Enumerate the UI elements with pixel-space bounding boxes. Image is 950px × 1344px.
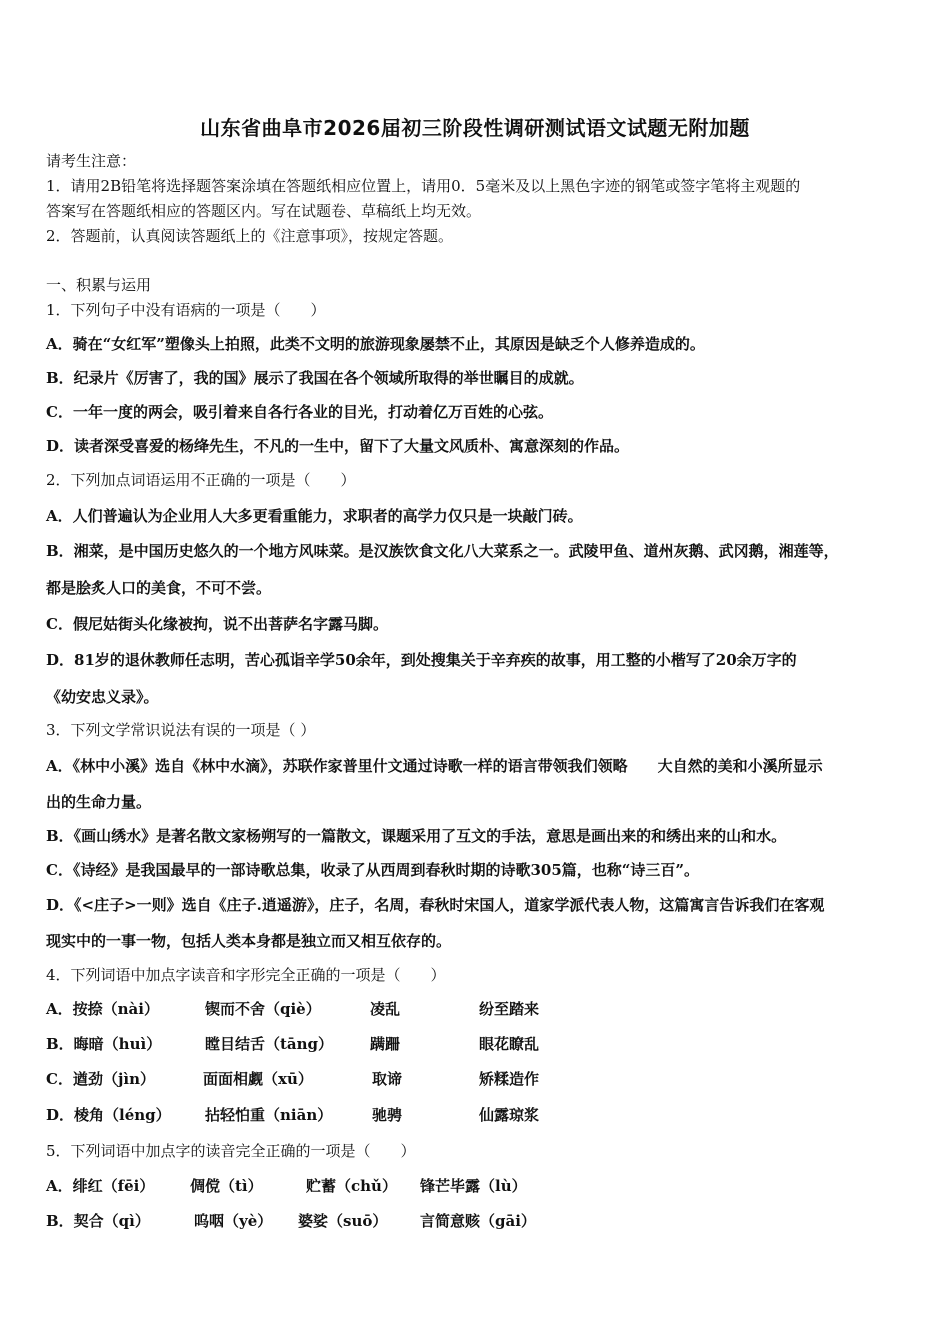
q3-option-a-line2: 出的生命力量。 [46,793,152,811]
notice-line-2: 答案写在答题纸相应的答题区内。写在试题卷、草稿纸上均无效。 [46,202,482,220]
q5-option-a-col2: 倜傥（tì） [190,1177,263,1195]
q4-option-a-col2: 锲而不舍（qiè） [205,1000,321,1018]
q4-option-c-col4: 矫糅造作 [479,1070,540,1088]
notice-heading: 请考生注意： [46,152,137,170]
q4-option-b-col2: 瞠目结舌（tāng） [205,1035,334,1053]
q1-option-a: A．骑在“女红军”塑像头上拍照，此类不文明的旅游现象屡禁不止，其原因是缺乏个人修养造成的。 [46,335,705,353]
q2-option-d-line2: 《幼安忠义录》。 [46,688,159,706]
q2-option-b-line2: 都是脍炙人口的美食，不可不尝。 [46,579,272,597]
q4-option-d-col2: 拈轻怕重（niān） [205,1106,333,1124]
q4-option-b-col3: 蹒跚 [370,1035,401,1053]
page-title: 山东省曲阜市2026届初三阶段性调研测试语文试题无附加题 [200,116,750,140]
q5-option-a-col3: 贮蓄（chǔ） [306,1177,397,1195]
q5-option-a-col4: 锋芒毕露（lù） [420,1177,527,1195]
q5-option-b-col2: 呜咽（yè） [194,1212,273,1230]
q3-stem: 3．下列文学常识说法有误的一项是（ ） [46,721,316,739]
q4-option-c-col2: 面面相觑（xū） [203,1070,313,1088]
q4-option-b-col1: B．晦暗（huì） [46,1035,162,1053]
q2-option-b-line1: B．湘菜，是中国历史悠久的一个地方风味菜。是汉族饮食文化八大菜系之一。武陵甲鱼、道州灰鹅、武冈鹅，湘莲等， [46,542,839,560]
notice-line-3: 2．答题前，认真阅读答题纸上的《注意事项》，按规定答题。 [46,227,454,245]
q2-option-a: A．人们普遍认为企业用人大多更看重能力，求职者的高学力仅只是一块敲门砖。 [46,507,583,525]
q1-stem: 1．下列句子中没有语病的一项是（ ） [46,301,326,319]
q4-option-c-col1: C．遒劲（jìn） [46,1070,155,1088]
q4-option-d-col4: 仙露琼浆 [479,1106,540,1124]
q2-option-d-line1: D．81岁的退休教师任志明，苦心孤诣辛学50余年，到处搜集关于辛弃疾的故事，用工整的小楷写了20余万字的 [46,651,797,669]
q4-stem: 4．下列词语中加点字读音和字形完全正确的一项是（ ） [46,966,446,984]
q5-stem: 5．下列词语中加点字的读音完全正确的一项是（ ） [46,1142,416,1160]
q2-option-c: C．假尼姑街头化缘被拘，说不出菩萨名字露马脚。 [46,615,388,633]
q4-option-a-col1: A．按捺（nài） [46,1000,159,1018]
q5-option-a-col1: A．绯红（fēi） [46,1177,155,1195]
q1-option-b: B．纪录片《厉害了，我的国》展示了我国在各个领域所取得的举世瞩目的成就。 [46,369,584,387]
q5-option-b-col1: B．契合（qì） [46,1212,150,1230]
q3-option-b: B．《画山绣水》是著名散文家杨朔写的一篇散文，课题采用了互文的手法，意思是画出来的和绣出来的山和水。 [46,827,787,845]
q4-option-d-col1: D．棱角（léng） [46,1106,171,1124]
q4-option-d-col3: 驰骋 [372,1106,403,1124]
q3-option-c: C．《诗经》是我国最早的一部诗歌总集，收录了从西周到春秋时期的诗歌305篇，也称“诗三百”。 [46,861,700,879]
q4-option-b-col4: 眼花瞭乱 [479,1035,540,1053]
notice-line-1: 1．请用2B铅笔将选择题答案涂填在答题纸相应位置上，请用0．5毫米及以上黑色字迹的钢笔或签字笔将主观题的 [46,177,801,195]
q3-option-d-line1: D．《<庄子>一则》选自《庄子.逍遥游》，庄子，名周，春秋时宋国人，道家学派代表人物，这篇寓言告诉我们在客观 [46,896,825,914]
q4-option-a-col4: 纷至踏来 [479,1000,540,1018]
q4-option-c-col3: 取谛 [372,1070,403,1088]
q3-option-d-line2: 现实中的一事一物，包括人类本身都是独立而又相互依存的。 [46,932,452,950]
q5-option-b-col4: 言简意赅（gāi） [420,1212,536,1230]
q1-option-c: C．一年一度的两会，吸引着来自各行各业的目光，打动着亿万百姓的心弦。 [46,403,553,421]
q4-option-a-col3: 凌乱 [370,1000,401,1018]
q3-option-a-line1: A．《林中小溪》选自《林中水滴》，苏联作家普里什文通过诗歌一样的语言带领我们领略 大自然的美和小溪所显示 [46,757,823,775]
q1-option-d: D．读者深受喜爱的杨绛先生，不凡的一生中，留下了大量文风质朴、寓意深刻的作品。 [46,437,630,455]
section-heading: 一、积累与运用 [46,276,152,294]
q5-option-b-col3: 婆娑（suō） [298,1212,388,1230]
q2-stem: 2．下列加点词语运用不正确的一项是（ ） [46,471,356,489]
